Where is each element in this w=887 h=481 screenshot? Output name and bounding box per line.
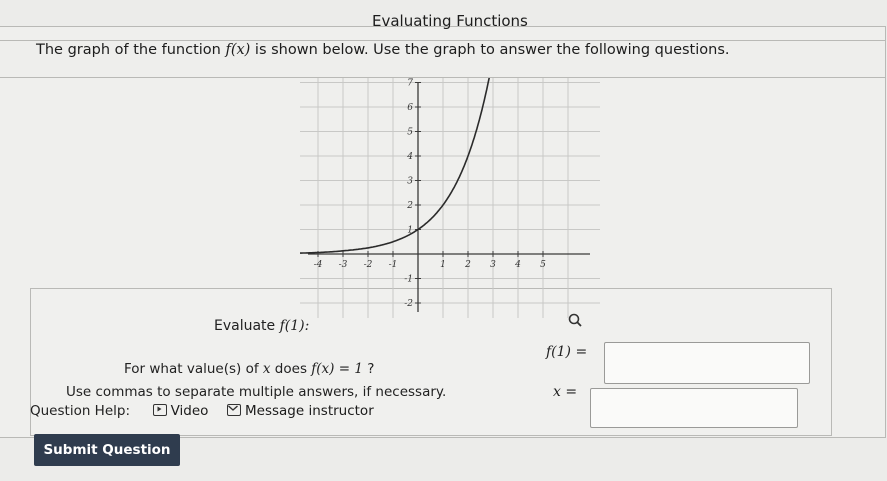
y-tick-label: 7 bbox=[407, 78, 413, 89]
prompt-text-before: The graph of the function bbox=[36, 42, 226, 58]
x-tick-label: -2 bbox=[363, 260, 373, 270]
question-help bbox=[30, 403, 374, 419]
x-tick-label: 1 bbox=[440, 260, 446, 270]
question-2-answer-label: x = bbox=[553, 384, 578, 400]
question-2-text-a: For what value(s) of bbox=[124, 361, 263, 377]
x-tick-label: 2 bbox=[465, 260, 471, 270]
submit-question-button[interactable]: Submit Question bbox=[34, 434, 180, 466]
question-2-var: x bbox=[262, 361, 271, 377]
function-curve bbox=[300, 78, 493, 253]
question-1-expr: f(1): bbox=[279, 318, 310, 334]
envelope-icon bbox=[227, 404, 241, 416]
y-tick-label: 6 bbox=[407, 103, 413, 113]
question-help-label: Question Help: bbox=[30, 403, 130, 419]
y-tick-label: 4 bbox=[407, 152, 413, 162]
x-tick-label: -1 bbox=[388, 260, 398, 270]
video-icon bbox=[153, 404, 167, 416]
y-tick-label: -1 bbox=[404, 274, 413, 285]
y-tick-label: 5 bbox=[407, 127, 413, 138]
question-2-text-b: does bbox=[270, 361, 312, 377]
message-instructor-link[interactable] bbox=[227, 403, 374, 419]
video-link-label: Video bbox=[170, 403, 209, 419]
graph-magnify-icon[interactable] bbox=[568, 312, 582, 326]
message-instructor-label: Message instructor bbox=[245, 403, 374, 419]
video-link[interactable] bbox=[153, 403, 213, 419]
page-title: Evaluating Functions bbox=[372, 12, 528, 30]
prompt-text-after: is shown below. Use the graph to answer the following questions. bbox=[250, 42, 730, 58]
prompt-function: f(x) bbox=[225, 42, 251, 58]
y-tick-label: 1 bbox=[407, 225, 413, 236]
question-2-line-1 bbox=[124, 361, 374, 377]
question-2-line-2: Use commas to separate multiple answers, if necessary. bbox=[66, 384, 447, 400]
question-1-answer-input[interactable] bbox=[604, 342, 810, 384]
question-2-answer-input[interactable] bbox=[590, 388, 798, 428]
x-tick-label: 3 bbox=[490, 260, 496, 270]
question-2-text-c: ? bbox=[362, 361, 375, 377]
question-1-label: Evaluate bbox=[214, 318, 280, 334]
x-tick-label: -3 bbox=[338, 260, 348, 270]
question-2-expr: f(x) = 1 bbox=[311, 361, 363, 377]
question-1-prompt bbox=[214, 318, 309, 334]
problem-prompt bbox=[36, 42, 730, 58]
y-tick-label: 2 bbox=[407, 201, 413, 211]
question-1-answer-label: f(1) = bbox=[546, 344, 588, 360]
x-tick-label: -4 bbox=[313, 260, 323, 270]
function-graph bbox=[300, 78, 600, 318]
x-tick-label: 5 bbox=[540, 260, 546, 270]
y-tick-label: 3 bbox=[407, 176, 413, 187]
x-tick-label: 4 bbox=[515, 260, 521, 270]
y-tick-label: -2 bbox=[404, 299, 413, 309]
